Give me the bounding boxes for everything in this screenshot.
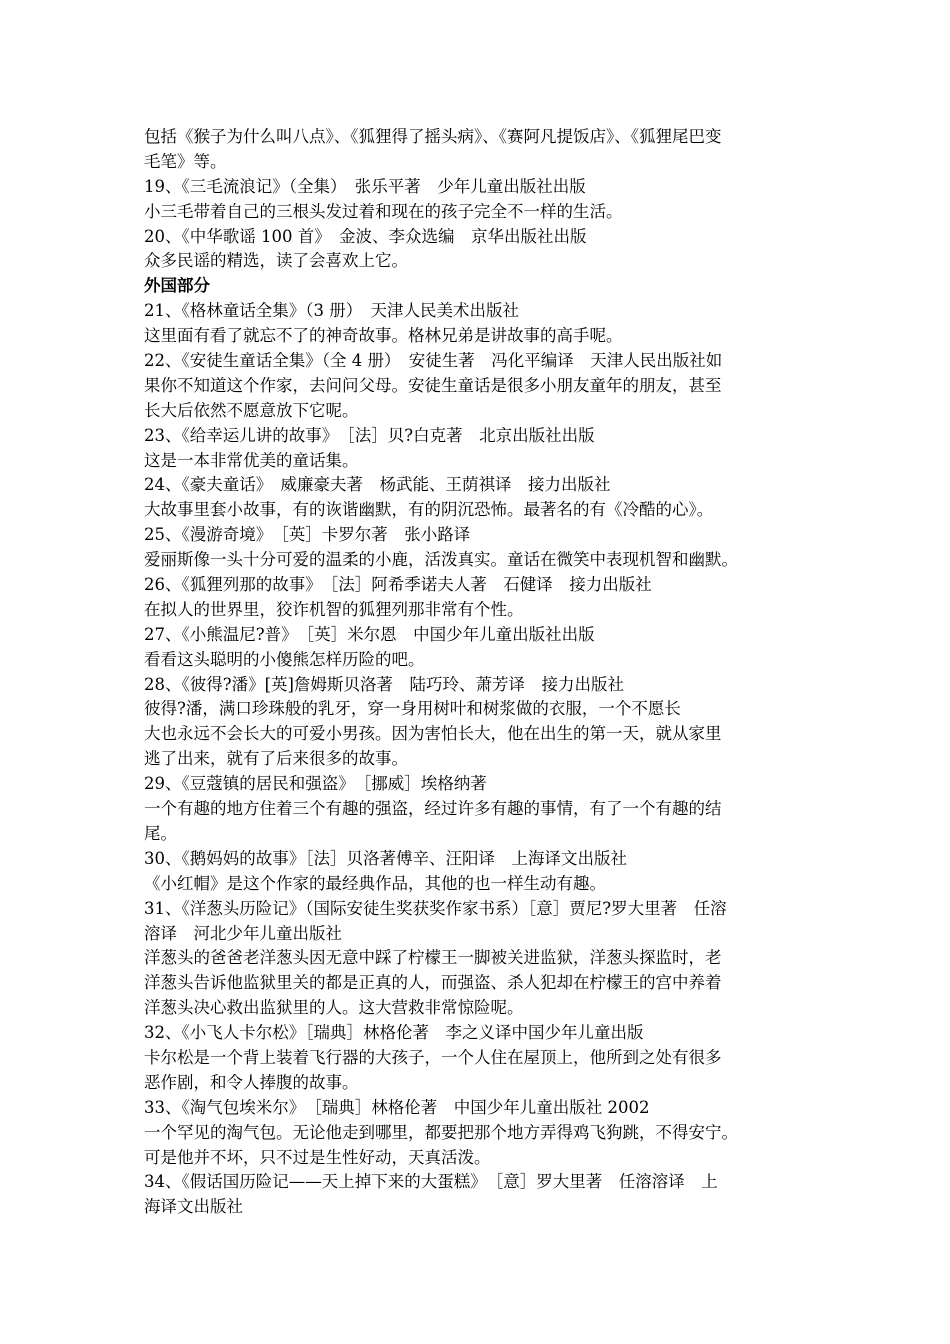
text-line: 23、《给幸运儿讲的故事》 ［法］贝?白克著 北京出版社出版	[144, 425, 595, 445]
text-line: 24、《豪夫童话》 威廉豪夫著 杨武能、王荫祺译 接力出版社	[144, 475, 611, 495]
text-line: 27、《小熊温尼?普》 ［英］米尔恩 中国少年儿童出版社出版	[144, 624, 595, 644]
text-line: 逃了出来，就有了后来很多的故事。	[144, 749, 408, 769]
text-line: 29、《豆蔻镇的居民和强盗》 ［挪威］埃格纳著	[144, 774, 487, 794]
text-line: 卡尔松是一个背上装着飞行器的大孩子，一个人住在屋顶上，他所到之处有很多	[144, 1047, 722, 1067]
text-line: 33、《淘气包埃米尔》 ［瑞典］林格伦著 中国少年儿童出版社 2002	[144, 1097, 650, 1117]
text-line: 26、《狐狸列那的故事》 ［法］阿希季诺夫人著 石健译 接力出版社	[144, 575, 652, 595]
text-line: 海译文出版社	[144, 1197, 243, 1217]
text-line: 洋葱头决心救出监狱里的人。这大营救非常惊险呢。	[144, 998, 524, 1018]
document-body	[144, 125, 816, 1220]
text-line: 包括《猴子为什么叫八点》、《狐狸得了摇头病》、《赛阿凡提饭店》、《狐狸尾巴变	[144, 127, 722, 146]
section-heading: 外国部分	[144, 276, 210, 296]
text-line: 《小红帽》是这个作家的最经典作品，其他的也一样生动有趣。	[144, 873, 606, 893]
text-line: 在拟人的世界里，狡诈机智的狐狸列那非常有个性。	[144, 599, 524, 619]
text-line: 小三毛带着自己的三根头发过着和现在的孩子完全不一样的生活。	[144, 201, 623, 221]
text-line: 32、《小飞人卡尔松》［瑞典］林格伦著 李之义译中国少年儿童出版	[144, 1023, 644, 1043]
text-line: 一个有趣的地方住着三个有趣的强盗，经过许多有趣的事情，有了一个有趣的结	[144, 799, 722, 819]
text-line: 长大后依然不愿意放下它呢。	[144, 400, 359, 420]
text-line: 尾。	[144, 823, 177, 843]
text-line: 溶译 河北少年儿童出版社	[144, 923, 342, 943]
text-line: 果你不知道这个作家，去问问父母。安徒生童话是很多小朋友童年的朋友，甚至	[144, 375, 722, 395]
text-line: 一个罕见的淘气包。无论他走到哪里，都要把那个地方弄得鸡飞狗跳，不得安宁。	[144, 1122, 738, 1142]
text-line: 21、《格林童话全集》（3 册） 天津人民美术出版社	[144, 301, 519, 321]
text-line: 22、《安徒生童话全集》（全 4 册） 安徒生著 冯化平编译 天津人民出版社如	[144, 351, 723, 371]
text-line: 爱丽斯像一头十分可爱的温柔的小鹿，活泼真实。童话在微笑中表现机智和幽默。	[144, 550, 738, 570]
text-line: 25、《漫游奇境》 ［英］卡罗尔著 张小路译	[144, 525, 471, 545]
text-line: 可是他并不坏，只不过是生性好动，天真活泼。	[144, 1147, 491, 1167]
text-line: 洋葱头的爸爸老洋葱头因无意中踩了柠檬王一脚被关进监狱，洋葱头探监时，老	[144, 948, 722, 968]
text-line: 大也永远不会长大的可爱小男孩。因为害怕长大，他在出生的第一天，就从家里	[144, 724, 722, 744]
text-line: 20、《中华歌谣 100 首》 金波、李众选编 京华出版社出版	[144, 226, 587, 246]
text-line: 这是一本非常优美的童话集。	[144, 450, 359, 470]
text-line: 31、《洋葱头历险记》（国际安徒生奖获奖作家书系）［意］贾尼?罗大里著 任溶	[144, 898, 727, 918]
text-line: 恶作剧，和令人捧腹的故事。	[144, 1072, 359, 1092]
text-line: 19、《三毛流浪记》（全集） 张乐平著 少年儿童出版社出版	[144, 176, 586, 196]
text-line: 看看这头聪明的小傻熊怎样历险的吧。	[144, 649, 425, 669]
text-line: 洋葱头告诉他监狱里关的都是正真的人，而强盗、杀人犯却在柠檬王的宫中养着	[144, 973, 722, 993]
text-line: 毛笔》等。	[144, 151, 227, 171]
text-line: 这里面有看了就忘不了的神奇故事。格林兄弟是讲故事的高手呢。	[144, 326, 623, 346]
text-line: 30、《鹅妈妈的故事》［法］贝洛著傅辛、汪阳译 上海译文出版社	[144, 848, 627, 868]
text-line: 彼得?潘，满口珍珠般的乳牙，穿一身用树叶和树浆做的衣服，一个不愿长	[144, 699, 681, 719]
text-line: 28、《彼得?潘》[英]詹姆斯贝洛著 陆巧玲、萧芳译 接力出版社	[144, 674, 624, 694]
text-line: 大故事里套小故事，有的诙谐幽默，有的阴沉恐怖。最著名的有《冷酷的心》。	[144, 500, 714, 520]
text-line: 众多民谣的精选，读了会喜欢上它。	[144, 251, 408, 271]
text-line: 34、《假话国历险记——天上掉下来的大蛋糕》 ［意］罗大里著 任溶溶译 上	[144, 1172, 718, 1192]
